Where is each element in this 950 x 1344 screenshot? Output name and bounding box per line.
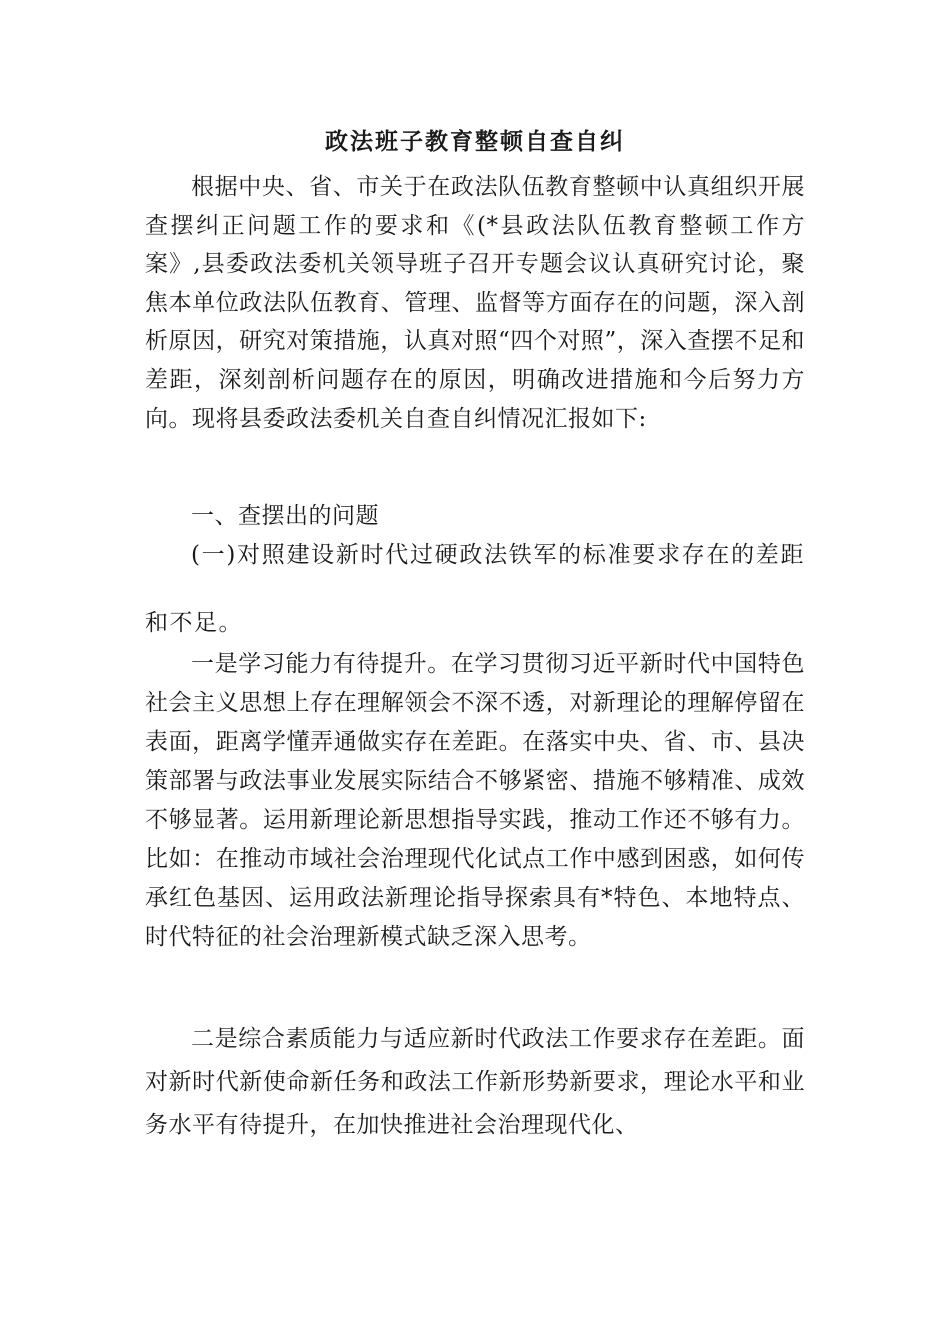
point-one-paragraph: 一是学习能力有待提升。在学习贯彻习近平新时代中国特色社会主义思想上存在理解领会不深不透，对新理论的理解停留在表面，距离学懂弄通做实存在差距。在落实中央、省、市、县决策部署与政法事业发展实际结合不够紧密、措施不够精准、成效不够显著。运用新理论新思想指导实践，推动工作还不够有力。比如：在推动市域社会治理现代化试点工作中感到困惑，如何传承红色基因、运用政法新理论指导探索具有*特色、本地特点、时代特征的社会治理新模式缺乏深入思考。: [145, 651, 805, 950]
intro-paragraph: 根据中央、省、市关于在政法队伍教育整顿中认真组织开展查摆纠正问题工作的要求和《(*县政法队伍教育整顿工作方案》,县委政法委机关领导班子召开专题会议认真研究讨论，聚焦本单位政法队伍教育、管理、监督等方面存在的问题，深入剖析原因，研究对策措施，认真对照“四个对照”，深入查摆不足和差距，深刻剖析问题存在的原因，明确改进措施和今后努力方向。现将县委政法委机关自查自纠情况汇报如下:: [145, 174, 805, 432]
document-title: 政法班子教育整顿自查自纠: [325, 128, 625, 155]
section-heading: 一、查摆出的问题: [191, 503, 379, 529]
point-two-paragraph: 二是综合素质能力与适应新时代政法工作要求存在差距。面对新时代新使命新任务和政法工作新形势新要求，理论水平和业务水平有待提升，在加快推进社会治理现代化、: [145, 1026, 805, 1138]
subsection-heading: (一)对照建设新时代过硬政法铁军的标准要求存在的差距和不足。: [145, 542, 805, 636]
